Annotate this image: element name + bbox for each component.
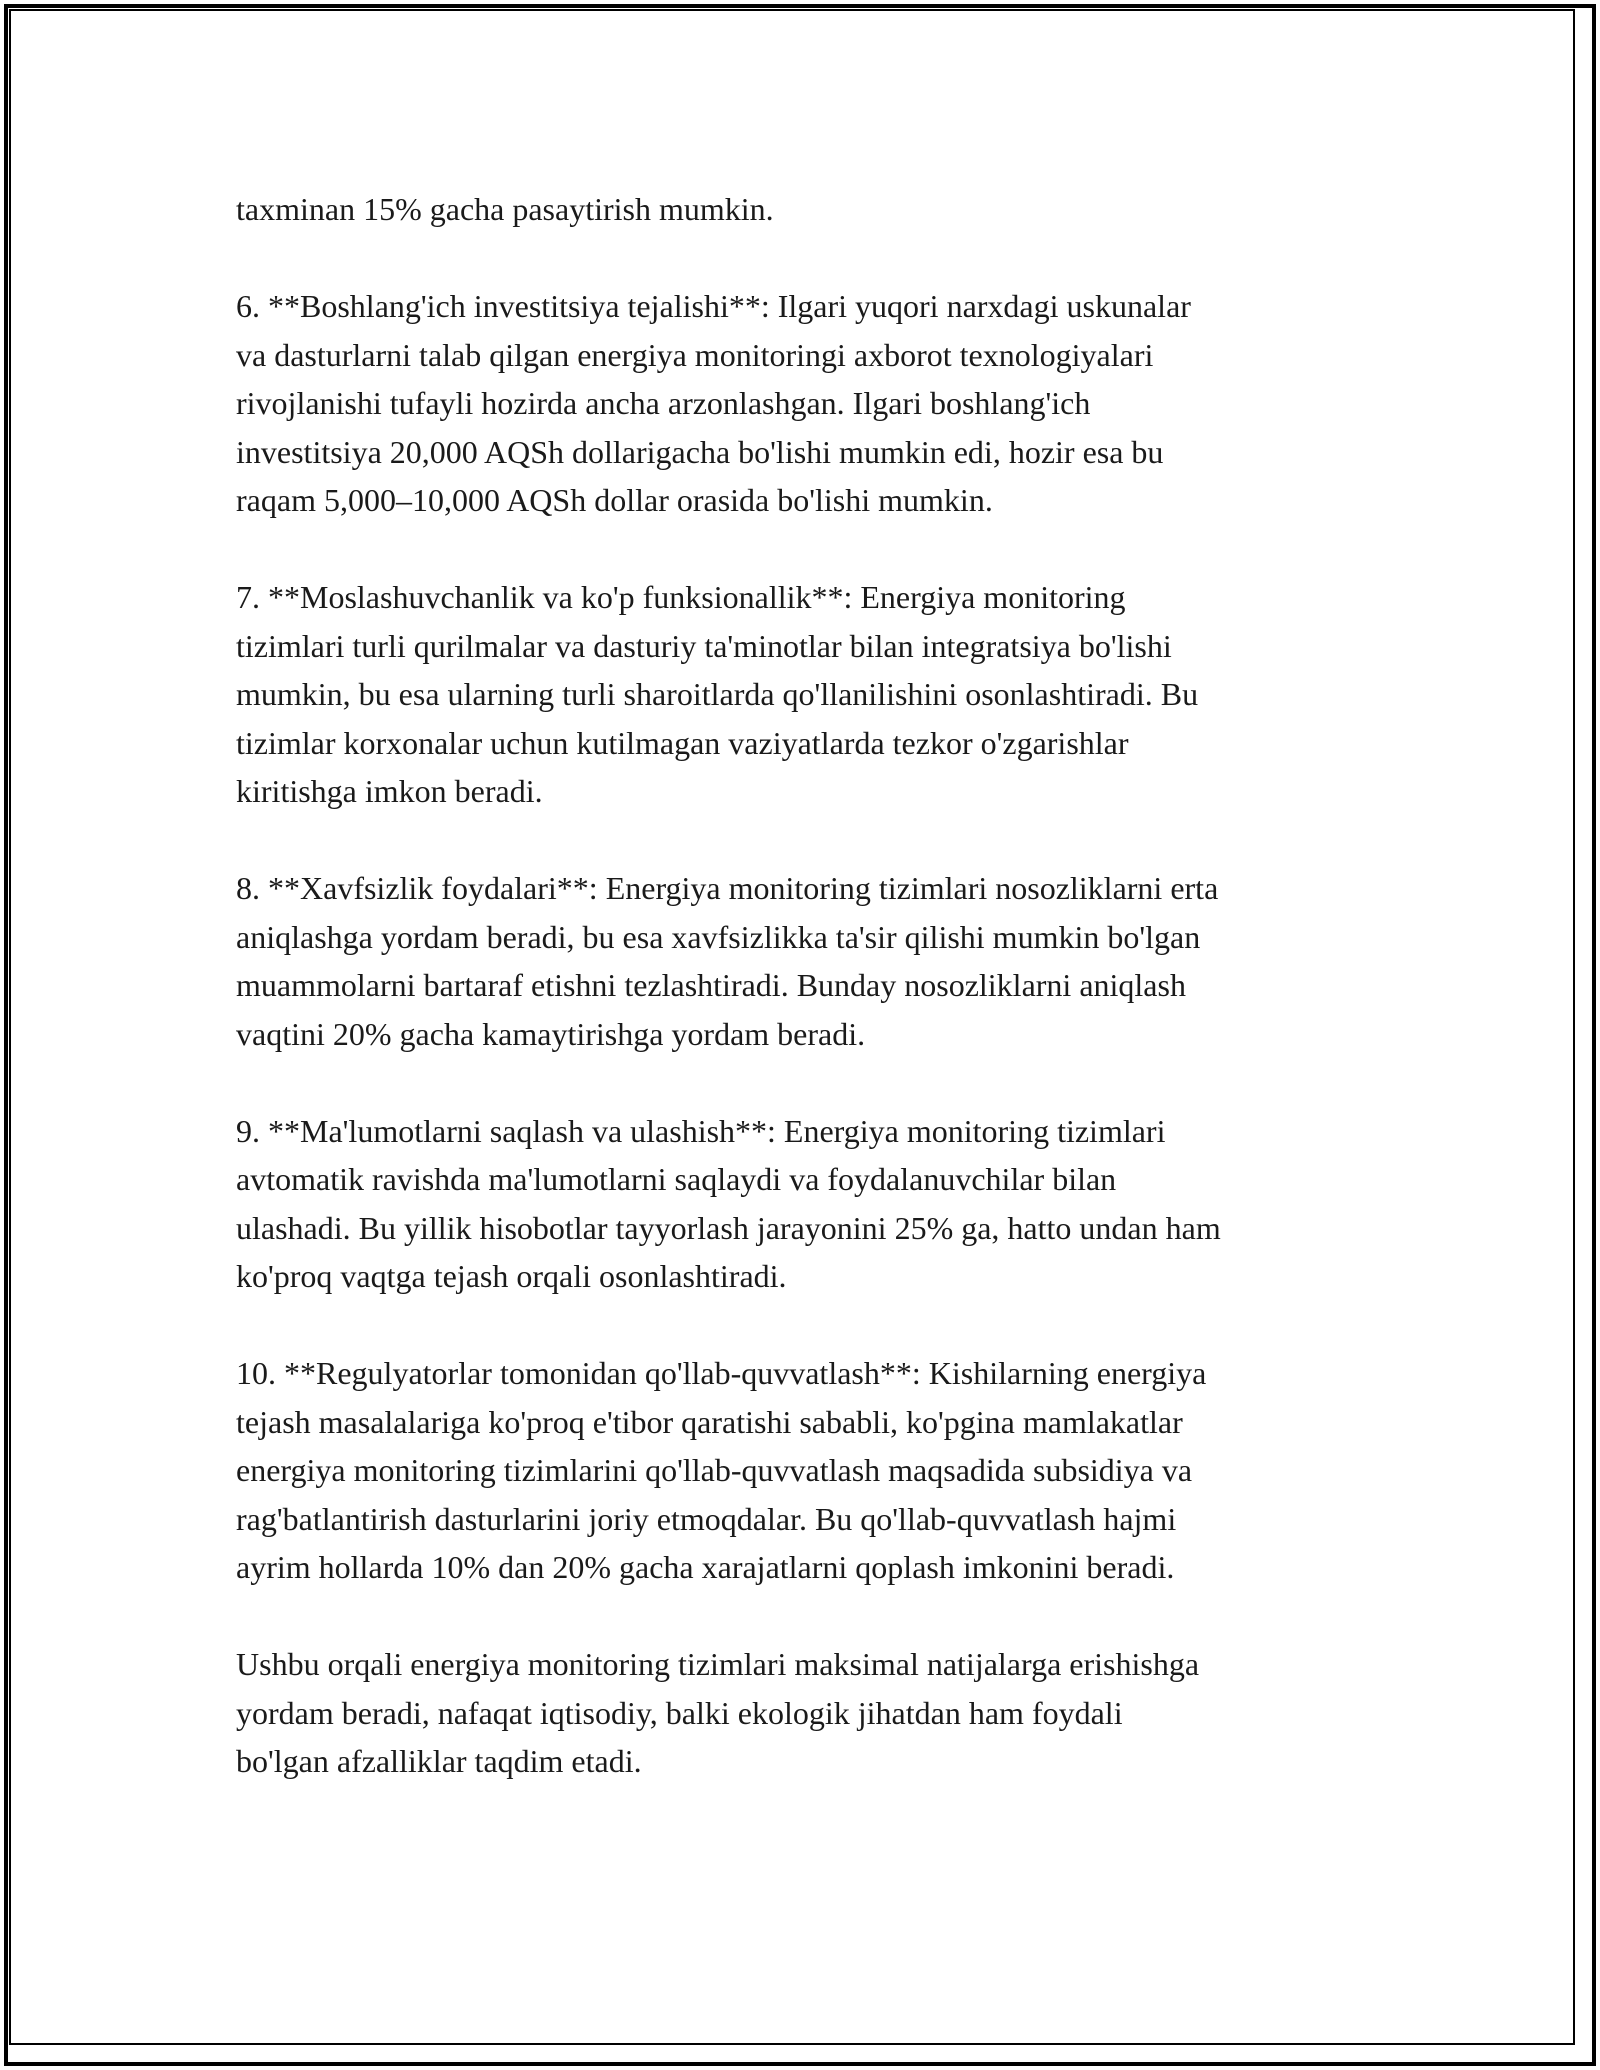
text-line: tejash masalalariga ko'proq e'tibor qaratishi sababli, ko'pgina mamlakatlar (236, 1403, 1183, 1440)
paragraph-item-6 (236, 282, 1366, 525)
text-line: energiya monitoring tizimlarini qo'llab-quvvatlash maqsadida subsidiya va (236, 1452, 1193, 1488)
text-line: tizimlari turli qurilmalar va dasturiy ta'minotlar bilan integratsiya bo'lishi (236, 627, 1172, 664)
text-line: ko'proq vaqtga tejash orqali osonlashtiradi. (236, 1258, 787, 1294)
text-line: ulashadi. Bu yillik hisobotlar tayyorlash jarayonini 25% ga, hatto undan ham (236, 1209, 1221, 1246)
text-line: ayrim hollarda 10% dan 20% gacha xarajatlarni qoplash imkonini beradi. (236, 1549, 1175, 1585)
text-line: Ushbu orqali energiya monitoring tizimlari maksimal natijalarga erishishga (236, 1646, 1200, 1682)
paragraph-item-9 (236, 1107, 1366, 1301)
text-line: 9. **Ma'lumotlarni saqlash va ulashish**: Energiya monitoring tizimlari (236, 1112, 1166, 1149)
text-line: investitsiya 20,000 AQSh dollarigacha bo'lishi mumkin edi, hozir esa bu (236, 433, 1164, 470)
text-line: muammolarni bartaraf etishni tezlashtiradi. Bunday nosozliklarni aniqlash (236, 967, 1186, 1003)
paragraph-conclusion (236, 1640, 1366, 1786)
paragraph-item-7 (236, 573, 1366, 816)
text-line: aniqlashga yordam beradi, bu esa xavfsizlikka ta'sir qilishi mumkin bo'lgan (236, 918, 1201, 955)
text-line: 6. **Boshlang'ich investitsiya tejalishi**: Ilgari yuqori narxdagi uskunalar (236, 288, 1191, 324)
text-line: va dasturlarni talab qilgan energiya monitoringi axborot texnologiyalari (236, 336, 1154, 373)
text-line: 8. **Xavfsizlik foydalari**: Energiya monitoring tizimlari nosozliklarni erta (236, 870, 1219, 906)
text-line: raqam 5,000–10,000 AQSh dollar orasida bo'lishi mumkin. (236, 482, 993, 518)
text-line: rag'batlantirish dasturlarini joriy etmoqdalar. Bu qo'llab-quvvatlash hajmi (236, 1500, 1177, 1537)
text-line: bo'lgan afzalliklar taqdim etadi. (236, 1743, 642, 1779)
text-line: 7. **Moslashuvchanlik va ko'p funksionallik**: Energiya monitoring (236, 579, 1126, 615)
paragraph-item-8 (236, 864, 1366, 1058)
text-line: taxminan 15% gacha pasaytirish mumkin. (236, 191, 774, 227)
text-line: kiritishga imkon beradi. (236, 773, 543, 809)
text-line: vaqtini 20% gacha kamaytirishga yordam beradi. (236, 1015, 866, 1052)
document-body (236, 185, 1366, 1786)
paragraph-item-10 (236, 1349, 1366, 1592)
text-line: rivojlanishi tufayli hozirda ancha arzonlashgan. Ilgari boshlang'ich (236, 385, 1091, 421)
text-line: mumkin, bu esa ularning turli sharoitlarda qo'llanilishini osonlashtiradi. Bu (236, 676, 1199, 712)
text-line: avtomatik ravishda ma'lumotlarni saqlaydi va foydalanuvchilar bilan (236, 1161, 1117, 1197)
text-line: 10. **Regulyatorlar tomonidan qo'llab-quvvatlash**: Kishilarning energiya (236, 1355, 1207, 1391)
text-line: tizimlar korxonalar uchun kutilmagan vaziyatlarda tezkor o'zgarishlar (236, 724, 1129, 761)
text-line: yordam beradi, nafaqat iqtisodiy, balki ekologik jihatdan ham foydali (236, 1694, 1123, 1731)
paragraph-continuation (236, 185, 1366, 234)
